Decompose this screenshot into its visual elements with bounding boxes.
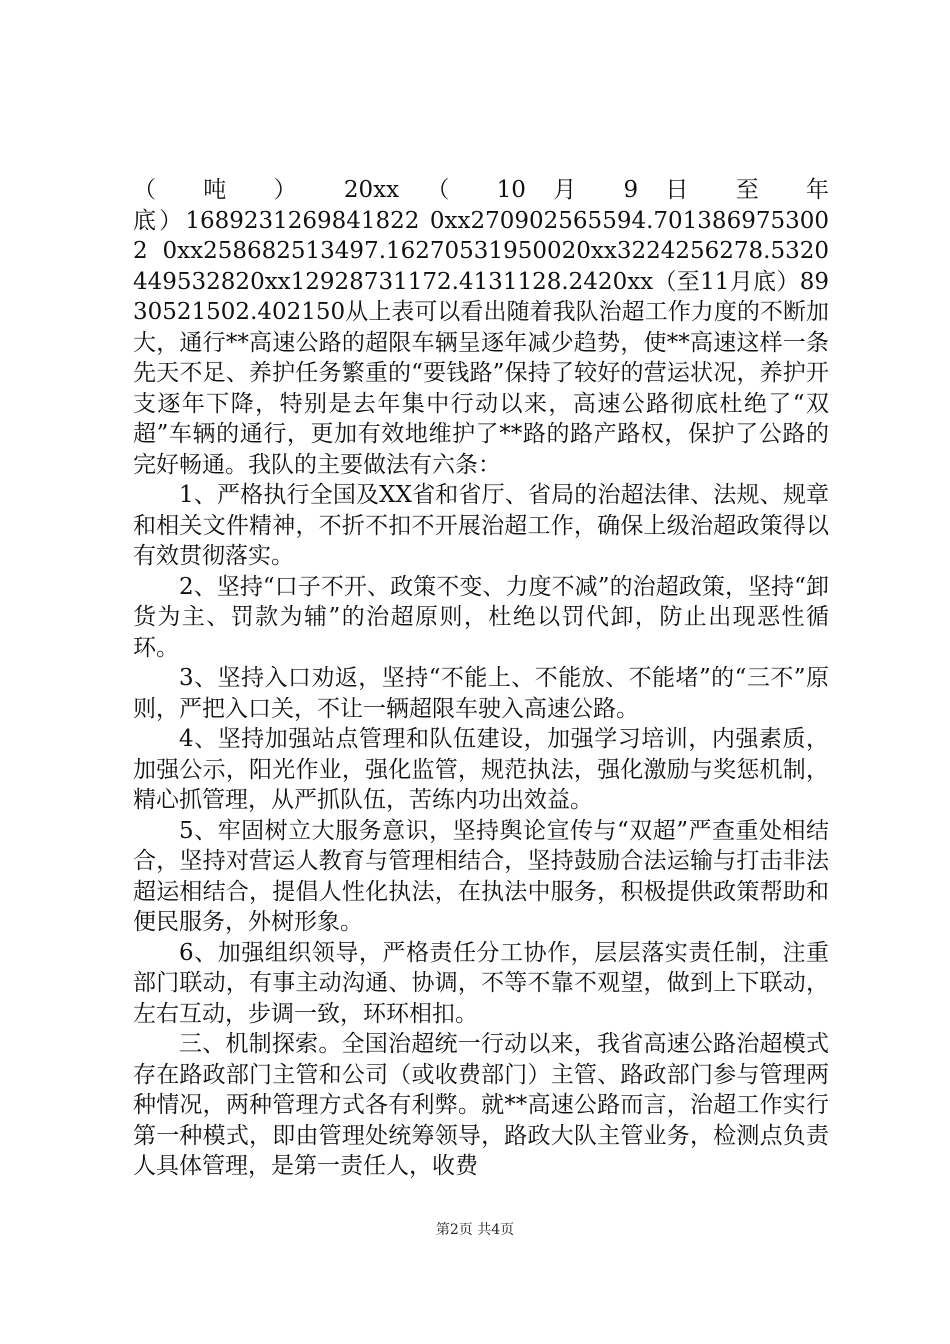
paragraph-table-summary: 底）1689231269841822 0xx270902565594.7013869753002 0xx258682513497.16270531950020xx3224256278.5320449532820xx12928731172.4131128.2420xx（至11月底）8930521502.402150从上表可以看出随着我队治超工作力度的不断加大，通行**高速公路的超限车辆呈逐年减少趋势，使**高速这样一条先天不足、养护任务繁重的“要钱路”保持了较好的营运状况，养护开支逐年下降，特别是去年集中行动以来，高速公路彻底杜绝了“双超”车辆的通行，更加有效地维护了**路的路产路权，保护了公路的完好畅通。我队的主要做法有六条： — [133, 207, 829, 478]
page-footer: 第2页 共4页 — [435, 1222, 515, 1238]
paragraph-item-3: 3、坚持入口劝返，坚持“不能上、不能放、不能堵”的“三不”原则，严把入口关，不让一辆超限车驶入高速公路。 — [133, 665, 829, 722]
document-body — [133, 175, 829, 1182]
paragraph-mechanism: 三、机制探索。全国治超统一行动以来，我省高速公路治超模式存在路政部门主管和公司（或收费部门）主管、路政部门参与管理两种情况，两种管理方式各有利弊。就**高速公路而言，治超工作实行第一种模式，即由管理处统筹领导，路政大队主管业务，检测点负责人具体管理，是第一责任人，收费 — [133, 1031, 829, 1179]
paragraph-item-5: 5、牢固树立大服务意识，坚持舆论宣传与“双超”严查重处相结合，坚持对营运人教育与管理相结合，坚持鼓励合法运输与打击非法超运相结合，提倡人性化执法，在执法中服务，积极提供政策帮助和便民服务，外树形象。 — [133, 817, 829, 935]
paragraph-item-4: 4、坚持加强站点管理和队伍建设，加强学习培训，内强素质，加强公示，阳光作业，强化监管，规范执法，强化激励与奖惩机制，精心抓管理，从严抓队伍，苦练内功出效益。 — [133, 726, 829, 813]
paragraph-item-6: 6、加强组织领导，严格责任分工协作，层层落实责任制，注重部门联动，有事主动沟通、协调，不等不靠不观望，做到上下联动，左右互动，步调一致，环环相扣。 — [133, 939, 829, 1027]
paragraph-item-2: 2、坚持“口子不开、政策不变、力度不减”的治超政策，坚持“卸货为主、罚款为辅”的治超原则，杜绝以罚代卸，防止出现恶性循环。 — [133, 573, 829, 661]
table-header-line: （ 吨 ） 20xx （ 10 月 9 日 至 年 — [133, 177, 829, 203]
paragraph-item-1: 1、严格执行全国及XX省和省厅、省局的治超法律、法规、规章和相关文件精神，不折不扣不开展治超工作，确保上级治超政策得以有效贯彻落实。 — [133, 482, 829, 569]
